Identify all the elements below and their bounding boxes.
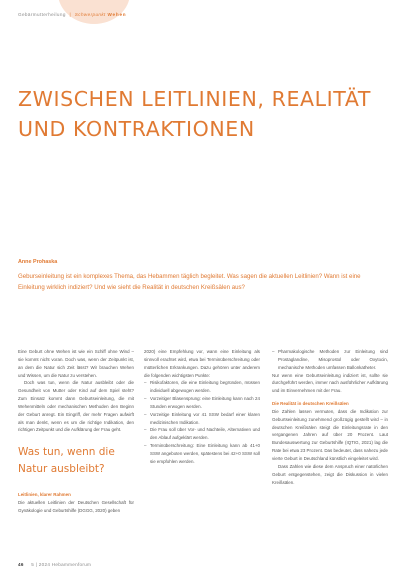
list-item: – Risikofaktoren, die eine Einleitung begründen, müssen individuell abgewogen werden. (144, 379, 260, 395)
body-column-3 (272, 348, 388, 486)
page-footer (18, 562, 91, 567)
article-author: Anne Prohaska (18, 259, 58, 265)
list-item: – Vorzeitige Einleitung vor 41 SSW bedarf einer klaren medizinischen Indikation. (144, 411, 260, 427)
body-column-1-continued (18, 491, 134, 515)
paragraph: Dass Zahlen wie diese dem Anspruch einer natürlichen Geburt entgegenstehen, zeigt die Diskussion in vielen Kreißsälen. (272, 463, 388, 485)
paragraph: Nur wenn eine Geburtseinleitung indiziert ist, sollte sie durchgeführt werden, immer nach ausführlicher Aufklärung und im Einvernehmen mit der Frau. (272, 372, 388, 394)
pull-quote: Was tun, wenn die Natur ausbleibt? (18, 446, 115, 475)
paragraph: Eine Geburt ohne Wehen ist wie ein Schiff ohne Wind – sie kommt nicht voran. Doch was, wenn der Zeitpunkt ist, an dem die Natur sich Zeit lässt? Wir brauchen Wehen und Wissen, um die Natur zu verstehen. (18, 349, 134, 378)
paragraph: 2020) eine Empfehlung vor, wann eine Einleitung als sinnvoll erachtet wird, etwa bei Terminüberschreitung oder mütterlichen Erkrankungen. Dazu gehören unter anderem die folgenden wichtigsten Punkte: (144, 349, 260, 378)
header-focus: Schwerpunkt (74, 12, 106, 17)
issue-info: 5 | 2024 Hebammenforum (31, 562, 92, 567)
section-subhead: Die Realität in deutschen Kreißsälen (272, 401, 349, 407)
paragraph: Die aktuellen Leitlinien der Deutschen Gesellschaft für Gynäkologie und Geburtshilfe (DGGG, 2020) geben (18, 499, 134, 513)
body-column-1 (18, 348, 134, 434)
paragraph: Doch was tun, wenn die Natur ausbleibt oder die Gesundheit von Mutter oder Kind auf dem Spiel steht? Zum Einsatz kommt dann Geburtseinleitung, die mit Wehenmitteln oder mechanischen Methoden den Beginn der Geburt anregt. Ein Eingriff, der mehr Fragen aufwirft als man denkt, wenn es um die richtige Indikation, den richtigen Zeitpunkt und die Aufklärung der Frau geht. (18, 380, 134, 433)
body-column-2 (144, 348, 260, 466)
list-item: – Pharmakologische Methoden zur Einleitung sind Prostaglandine, Misoprostol oder Oxytocin, mechanische Methoden umfassen Ballonkatheter. (272, 348, 388, 372)
article-title: ZWISCHEN LEITLINIEN, REALITÄT UND KONTRAKTIONEN (18, 87, 371, 141)
header-subject: Wehen (107, 12, 127, 17)
running-header (18, 12, 126, 17)
header-separator: | (69, 12, 72, 17)
list-item: – Vorzeitiger Blasensprung: eine Einleitung kann nach 24 Stunden erwogen werden. (144, 395, 260, 411)
list-item: – Die Frau soll über Vor- und Nachteile, Alternativen und den Ablauf aufgeklärt werden. (144, 426, 260, 442)
page-number: 46 (18, 562, 24, 567)
article-lead: Geburseinleitung ist ein komplexes Thema, das Hebammen täglich begleitet. Was sagen die aktuellen Leitlinien? Wann ist eine Einleitung wirklich indiziert? Und wie sieht die Realität in deutschen Kreißsälen aus? (18, 273, 361, 291)
section-subhead: Leitlinien, klarer Rahmen (18, 492, 71, 497)
header-section: Gebärmutterheilung (18, 12, 66, 17)
list-item: – Terminüberschreitung: Eine Einleitung kann ab 41+0 SSW angeboten werden, spätestens bei 42+0 SSW soll sie empfohlen werden. (144, 442, 260, 466)
paragraph: Die Zahlen lassen vermuten, dass die Indikation zur Geburtseinleitung zunehmend großzügig gestellt wird – in deutschen Kreißsälen steigt die Einleitungsrate in den vergangenen Jahren auf über 20 Prozent. Laut Bundesauswertung zur Geburtshilfe (IQTIG, 2021) lag die Rate bei etwa 23 Prozent. Das bedeutet, dass nahezu jede vierte Geburt in Deutschland künstlich eingeleitet wird. (272, 408, 388, 461)
